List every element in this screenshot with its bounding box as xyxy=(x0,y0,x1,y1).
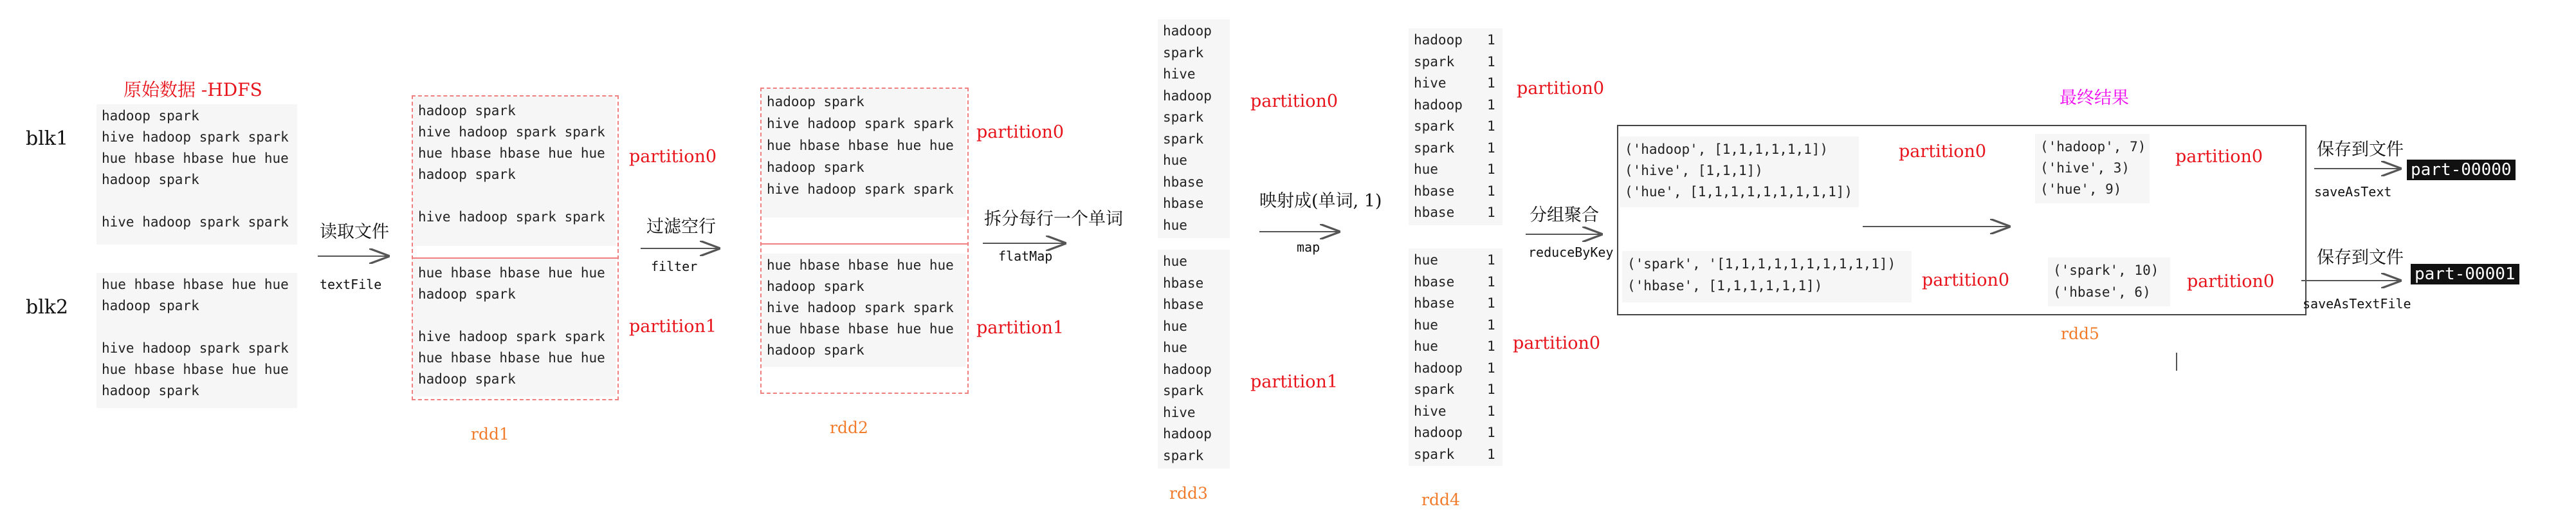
rdd4-key: hue xyxy=(1414,317,1438,333)
save2-op: saveAsTextFile xyxy=(2303,296,2411,311)
rdd3-word: hue xyxy=(1163,217,1187,233)
rdd2-line: hue hbase hbase hue hue xyxy=(767,138,954,153)
step2-op: filter xyxy=(651,259,698,274)
rdd4-count: 1 xyxy=(1487,252,1495,268)
rdd2-line: hive hadoop spark spark xyxy=(767,181,954,197)
rdd4-key: spark xyxy=(1414,53,1455,70)
rdd4-count: 1 xyxy=(1487,295,1495,311)
rdd2-line: hue hbase hbase hue hue xyxy=(767,257,954,273)
rdd1-line: hadoop spark xyxy=(418,103,516,118)
rdd3-name: rdd3 xyxy=(1169,484,1208,503)
rdd1-line: hadoop spark xyxy=(418,167,516,182)
rdd4-key: hue xyxy=(1414,162,1438,177)
rdd1-line: hadoop spark xyxy=(418,286,516,302)
rdd3-word: hbase xyxy=(1163,174,1204,190)
grouped-line: ('hive', [1,1,1]) xyxy=(1625,163,1763,178)
rdd2-line: hadoop spark xyxy=(767,160,864,175)
rdd2-line: hive hadoop spark spark xyxy=(767,300,954,315)
rdd4-key: hue xyxy=(1414,339,1438,354)
rdd4-key: hbase xyxy=(1414,183,1455,199)
rdd3-word: spark xyxy=(1163,131,1204,147)
rdd1-partition0-label: partition0 xyxy=(629,147,717,167)
rdd3-word: hue xyxy=(1163,254,1187,269)
grouped-partition0-label: partition0 xyxy=(1899,142,1987,162)
step1-op: textFile xyxy=(320,277,382,292)
result-line: ('hive', 3) xyxy=(2040,160,2130,176)
rdd4-count: 1 xyxy=(1487,97,1495,113)
rdd2-line: hadoop spark xyxy=(767,94,864,109)
rdd4-count: 1 xyxy=(1487,446,1495,462)
rdd4-key: hbase xyxy=(1414,295,1455,311)
rdd3-word: spark xyxy=(1163,447,1204,463)
save1-label: 保存到文件 xyxy=(2317,140,2404,160)
rdd4-count: 1 xyxy=(1487,317,1495,333)
rdd3-word: spark xyxy=(1163,44,1204,60)
rdd1-partition1-label: partition1 xyxy=(629,317,717,337)
rdd1-line: hue hbase hbase hue hue xyxy=(418,350,605,366)
rdd3-word: hadoop xyxy=(1163,426,1212,441)
rdd4-count: 1 xyxy=(1487,32,1495,48)
rdd1-line: hive hadoop spark spark xyxy=(418,209,605,225)
rdd3-word: hbase xyxy=(1163,275,1204,291)
rdd4-count: 1 xyxy=(1487,274,1495,290)
rdd4-count: 1 xyxy=(1487,118,1495,134)
step2-label: 过滤空行 xyxy=(646,217,716,237)
result-line: ('hbase', 6) xyxy=(2053,284,2151,300)
rdd1-line: hadoop spark xyxy=(418,371,516,387)
rdd4-count: 1 xyxy=(1487,75,1495,91)
rdd4-count: 1 xyxy=(1487,339,1495,354)
grouped-line: ('hadoop', [1,1,1,1,1,1]) xyxy=(1625,142,1829,157)
rdd1-line: hive hadoop spark spark xyxy=(418,329,605,344)
rdd4-key: hive xyxy=(1414,75,1447,91)
rdd3-word: hadoop xyxy=(1163,23,1212,39)
rdd4-partition0-label: partition0 xyxy=(1517,79,1605,98)
result-line: ('hue', 9) xyxy=(2040,181,2122,197)
rdd2-partition0-label: partition0 xyxy=(976,122,1064,142)
source-line: hadoop spark xyxy=(102,383,199,398)
rdd4-count: 1 xyxy=(1487,360,1495,376)
step3-label: 拆分每行一个单词 xyxy=(984,209,1123,229)
result-partition0b-label: partition0 xyxy=(2187,272,2275,292)
rdd4-count: 1 xyxy=(1487,162,1495,177)
source-line: hive hadoop spark spark xyxy=(102,340,289,356)
rdd3-partition0-label: partition0 xyxy=(1250,91,1338,111)
save1-file: part-00000 xyxy=(2407,160,2516,180)
rdd4-key: spark xyxy=(1414,446,1455,462)
rdd4-key: hadoop xyxy=(1414,425,1463,440)
result-line: ('spark', 10) xyxy=(2053,263,2159,278)
result-partition0-label: partition0 xyxy=(2175,147,2263,167)
rdd1-line: hue hbase hbase hue hue xyxy=(418,145,605,161)
rdd2-line: hadoop spark xyxy=(767,342,864,358)
rdd3-word: hadoop xyxy=(1163,361,1212,377)
rdd4-key: hbase xyxy=(1414,205,1455,220)
grouped-line: ('spark', '[1,1,1,1,1,1,1,1,1,1]) xyxy=(1627,256,1896,272)
rdd3-word: hive xyxy=(1163,404,1196,420)
step4-op: map xyxy=(1297,239,1320,255)
rdd3-word: hbase xyxy=(1163,297,1204,312)
rdd4-count: 1 xyxy=(1487,382,1495,397)
step4-label: 映射成(单词, 1) xyxy=(1259,191,1382,211)
rdd3-partition1-label: partition1 xyxy=(1250,372,1338,392)
rdd4-count: 1 xyxy=(1487,205,1495,220)
step1-label: 读取文件 xyxy=(320,222,389,242)
rdd1-line: hue hbase hbase hue hue xyxy=(418,265,605,281)
step5-op: reduceByKey xyxy=(1528,245,1614,260)
source-line: hue hbase hbase hue hue xyxy=(102,362,289,377)
rdd2-line: hive hadoop spark spark xyxy=(767,116,954,131)
result-title: 最终结果 xyxy=(2060,88,2129,108)
save2-label: 保存到文件 xyxy=(2317,248,2404,268)
rdd3-word: hive xyxy=(1163,66,1196,82)
rdd4-key: spark xyxy=(1414,118,1455,134)
rdd4-count: 1 xyxy=(1487,425,1495,440)
rdd3-word: hue xyxy=(1163,340,1187,355)
source-line: hive hadoop spark spark xyxy=(102,214,289,230)
rdd4-name: rdd4 xyxy=(1421,490,1460,509)
step5-label: 分组聚合 xyxy=(1530,205,1599,225)
rdd2-partition1-label: partition1 xyxy=(976,318,1064,338)
rdd2-line: hue hbase hbase hue hue xyxy=(767,321,954,337)
rdd4-key: hue xyxy=(1414,252,1438,268)
source-line: hue hbase hbase hue hue xyxy=(102,277,289,292)
source-line: hue hbase hbase hue hue xyxy=(102,151,289,166)
rdd3-word: spark xyxy=(1163,109,1204,125)
step3-op: flatMap xyxy=(998,248,1053,264)
rdd4-count: 1 xyxy=(1487,140,1495,156)
rdd3-word: spark xyxy=(1163,383,1204,398)
save2-file: part-00001 xyxy=(2411,264,2519,284)
rdd4-key: hadoop xyxy=(1414,32,1463,48)
source-line: hive hadoop spark spark xyxy=(102,129,289,145)
rdd4-partition0b-label: partition0 xyxy=(1513,333,1601,353)
source-line: hadoop spark xyxy=(102,108,199,124)
rdd2-name: rdd2 xyxy=(830,418,868,437)
rdd4-key: spark xyxy=(1414,140,1455,156)
rdd5-name: rdd5 xyxy=(2061,324,2099,343)
rdd4-count: 1 xyxy=(1487,403,1495,419)
source-line: hadoop spark xyxy=(102,172,199,187)
rdd1-line: hive hadoop spark spark xyxy=(418,124,605,140)
rdd3-word: hbase xyxy=(1163,196,1204,211)
save1-op: saveAsText xyxy=(2314,184,2392,200)
rdd3-word: hue xyxy=(1163,153,1187,168)
rdd2-line: hadoop spark xyxy=(767,279,864,294)
rdd4-count: 1 xyxy=(1487,183,1495,199)
rdd4-key: hadoop xyxy=(1414,97,1463,113)
rdd4-key: hadoop xyxy=(1414,360,1463,376)
source-title: 原始数据 -HDFS xyxy=(123,79,262,100)
grouped-line: ('hue', [1,1,1,1,1,1,1,1,1]) xyxy=(1625,184,1853,200)
result-line: ('hadoop', 7) xyxy=(2040,139,2146,154)
rdd4-key: hbase xyxy=(1414,274,1455,290)
grouped-line: ('hbase', [1,1,1,1,1,1]) xyxy=(1627,278,1823,293)
source-line: hadoop spark xyxy=(102,298,199,313)
blk2-label: blk2 xyxy=(26,296,69,319)
grouped-partition0b-label: partition0 xyxy=(1922,270,2010,290)
rdd4-key: hive xyxy=(1414,403,1447,419)
rdd3-word: hue xyxy=(1163,318,1187,334)
rdd4-key: spark xyxy=(1414,382,1455,397)
blk1-label: blk1 xyxy=(26,127,69,150)
rdd3-word: hadoop xyxy=(1163,88,1212,104)
rdd1-name: rdd1 xyxy=(471,425,509,443)
rdd4-count: 1 xyxy=(1487,53,1495,70)
